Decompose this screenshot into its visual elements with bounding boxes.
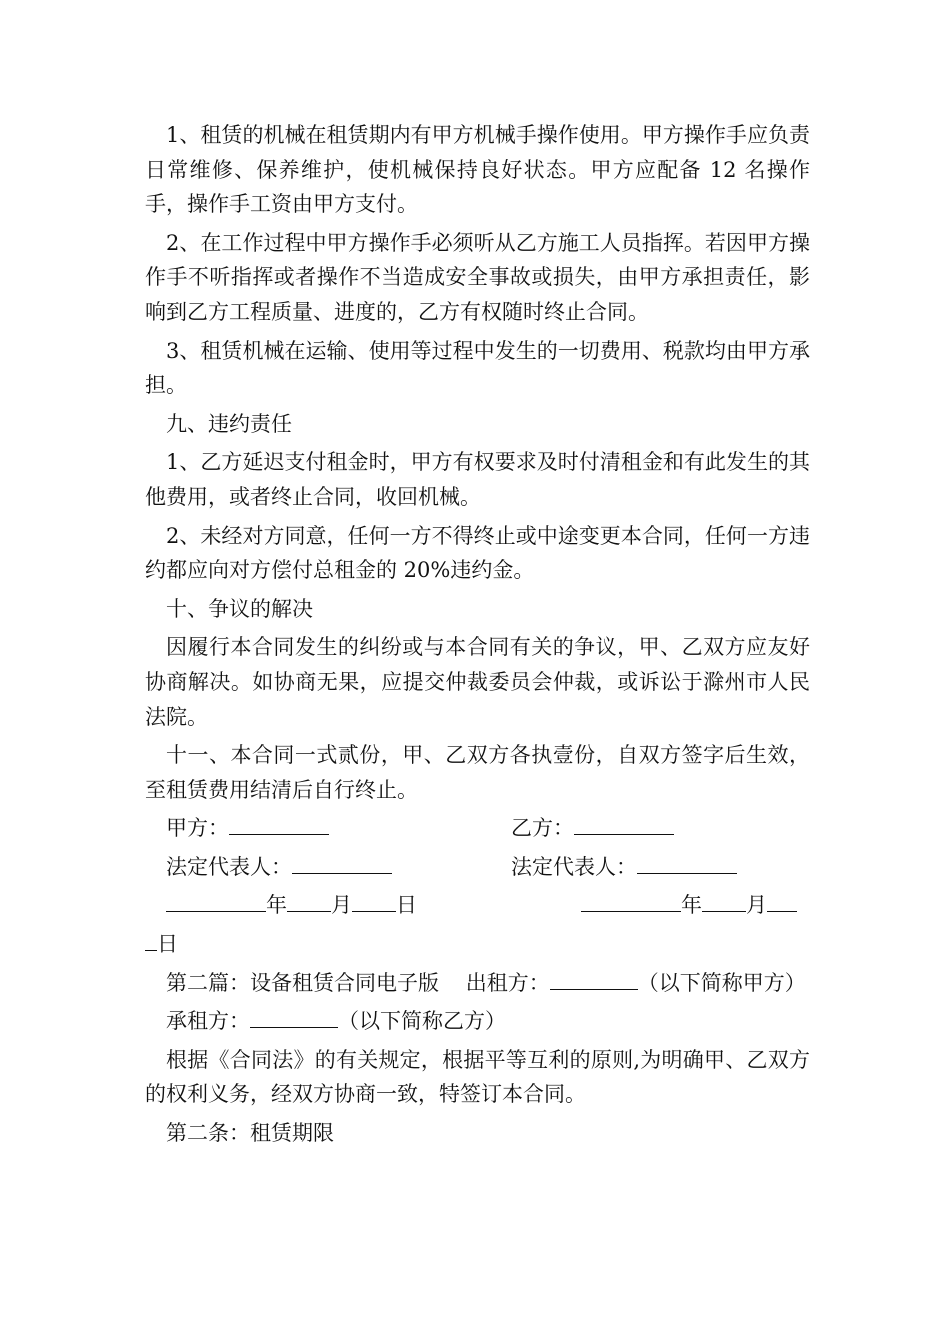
lessee-suffix: （以下简称乙方） bbox=[338, 1009, 506, 1034]
lessor-suffix: （以下简称甲方） bbox=[637, 970, 806, 995]
date-b-month-label: 月 bbox=[746, 893, 767, 918]
part2-title: 第二篇：设备租赁合同电子版 bbox=[166, 970, 439, 995]
date-b bbox=[581, 888, 797, 923]
rep-a-label: 法定代表人： bbox=[166, 854, 292, 879]
lessee-blank[interactable] bbox=[250, 1005, 338, 1028]
date-a bbox=[166, 888, 417, 923]
date-b-continuation bbox=[145, 927, 810, 962]
signature-rep-row bbox=[145, 850, 810, 885]
lessor-blank[interactable] bbox=[550, 967, 638, 990]
section-11-text: 十一、本合同一式贰份，甲、乙双方各执壹份，自双方签字后生效，至租赁费用结清后自行终止。 bbox=[145, 743, 810, 802]
party-a-signature bbox=[166, 811, 329, 846]
lessor-label: 出租方： bbox=[465, 970, 550, 995]
rep-b-signature bbox=[511, 850, 737, 885]
party-b-blank[interactable] bbox=[574, 812, 674, 835]
section-10-heading: 十、争议的解决 bbox=[166, 596, 313, 621]
rep-b-blank[interactable] bbox=[637, 851, 737, 874]
date-a-day-label: 日 bbox=[396, 893, 417, 918]
date-a-day-blank[interactable] bbox=[352, 889, 396, 912]
part2-preamble: 根据《合同法》的有关规定，根据平等互利的原则,为明确甲、乙双方的权利义务，经双方协商一致，特签订本合同。 bbox=[145, 1047, 810, 1107]
date-a-year-blank[interactable] bbox=[166, 889, 266, 912]
signature-date-row bbox=[145, 888, 810, 923]
date-b-month-blank[interactable] bbox=[702, 889, 746, 912]
document-page bbox=[145, 118, 810, 1155]
clause-9-1: 1、乙方延迟支付租金时，甲方有权要求及时付清租金和有此发生的其他费用，或者终止合同，收回机械。 bbox=[145, 450, 810, 509]
rep-a-signature bbox=[166, 850, 392, 885]
clause-9-2: 2、未经对方同意，任何一方不得终止或中途变更本合同，任何一方违约都应向对方偿付总租金的 20%违约金。 bbox=[145, 523, 810, 583]
party-b-signature bbox=[511, 811, 674, 846]
section-9-heading: 九、违约责任 bbox=[166, 411, 292, 436]
date-b-day-blank[interactable] bbox=[767, 889, 797, 912]
rep-b-label: 法定代表人： bbox=[511, 854, 637, 879]
clause-8-3: 3、租赁机械在运输、使用等过程中发生的一切费用、税款均由甲方承担。 bbox=[145, 338, 810, 398]
section-10-text: 因履行本合同发生的纠纷或与本合同有关的争议，甲、乙双方应友好协商解决。如协商无果，应提交仲裁委员会仲裁，或诉讼于滁州市人民法院。 bbox=[145, 635, 810, 729]
article-2-heading: 第二条：租赁期限 bbox=[166, 1121, 334, 1146]
date-a-month-label: 月 bbox=[331, 893, 352, 918]
signature-party-row bbox=[145, 811, 810, 846]
lessee-label: 承租方： bbox=[166, 1009, 250, 1034]
part2-intro bbox=[145, 966, 810, 1001]
clause-8-2: 2、在工作过程中甲方操作手必须听从乙方施工人员指挥。若因甲方操作手不听指挥或者操作不当造成安全事故或损失，由甲方承担责任，影响到乙方工程质量、进度的，乙方有权随时终止合同。 bbox=[145, 230, 810, 324]
date-b-day-blank-cont[interactable] bbox=[145, 928, 157, 951]
date-b-day-label: 日 bbox=[157, 932, 178, 957]
party-a-blank[interactable] bbox=[229, 812, 329, 835]
clause-8-1: 1、租赁的机械在租赁期内有甲方机械手操作使用。甲方操作手应负责日常维修、保养维护，使机械保持良好状态。甲方应配备 12 名操作手，操作手工资由甲方支付。 bbox=[145, 123, 810, 217]
party-a-label: 甲方： bbox=[166, 816, 229, 841]
date-a-month-blank[interactable] bbox=[287, 889, 331, 912]
rep-a-blank[interactable] bbox=[292, 851, 392, 874]
party-b-label: 乙方： bbox=[511, 816, 574, 841]
date-b-year-label: 年 bbox=[681, 893, 702, 918]
lessee-line bbox=[145, 1004, 810, 1039]
date-a-year-label: 年 bbox=[266, 893, 287, 918]
date-b-year-blank[interactable] bbox=[581, 889, 681, 912]
